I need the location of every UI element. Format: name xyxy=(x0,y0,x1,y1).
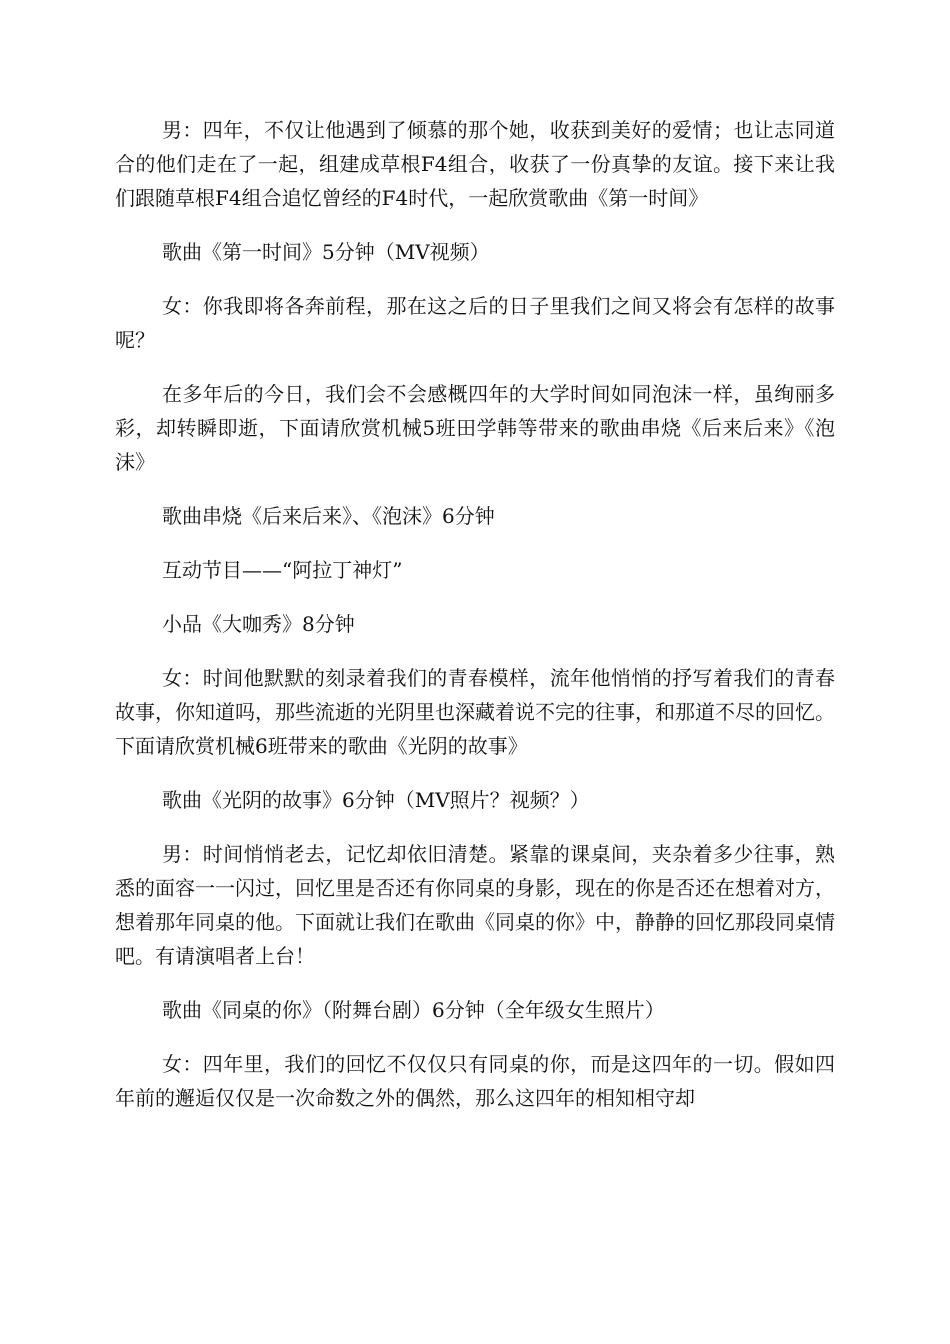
document-page xyxy=(115,113,835,1135)
paragraph-skit: 小品《大咖秀》8分钟 xyxy=(162,612,355,636)
paragraph-song-first-time: 歌曲《第一时间》5分钟（MV视频） xyxy=(162,240,490,264)
paragraph-song-medley: 歌曲串烧《后来后来》、《泡沫》6分钟 xyxy=(162,504,495,528)
paragraph-host-female-four-years: 女：四年里，我们的回忆不仅仅只有同桌的你，而是这四年的一切。假如四年前的邂逅仅仅是一次命数之外的偶然，那么这四年的相知相守却 xyxy=(115,1052,835,1110)
paragraph-host-male-f4-intro: 男：四年，不仅让他遇到了倾慕的那个她，收获到美好的爱情；也让志同道合的他们走在了一起，组建成草根F4组合，收获了一份真挚的友谊。接下来让我们跟随草根F4组合追忆曾经的F4时代，一起欣赏歌曲《第一时间》 xyxy=(115,118,835,210)
paragraph-song-deskmate: 歌曲《同桌的你》（附舞台剧）6分钟（全年级女生照片） xyxy=(162,998,665,1022)
paragraph-host-female-time-story: 女：时间他默默的刻录着我们的青春模样，流年他悄悄的抒写着我们的青春故事，你知道吗，那些流逝的光阴里也深藏着说不完的往事，和那道不尽的回忆。下面请欣赏机械6班带来的歌曲《光阴的故事》 xyxy=(115,666,835,758)
paragraph-host-male-deskmate: 男：时间悄悄老去，记忆却依旧清楚。紧靠的课桌间，夹杂着多少往事，熟悉的面容一一闪过，回忆里是否还有你同桌的身影，现在的你是否还在想着对方，想着那年同桌的他。下面就让我们在歌曲《同桌的你》中，静静的回忆那段同桌情吧。有请演唱者上台！ xyxy=(115,842,835,968)
paragraph-host-female-future: 女：你我即将各奔前程，那在这之后的日子里我们之间又将会有怎样的故事呢？ xyxy=(115,294,835,352)
paragraph-medley-intro: 在多年后的今日，我们会不会感概四年的大学时间如同泡沫一样，虽绚丽多彩，却转瞬即逝，下面请欣赏机械5班田学韩等带来的歌曲串烧《后来后来》《泡沫》 xyxy=(115,382,835,474)
paragraph-interactive-program: 互动节目——“阿拉丁神灯” xyxy=(162,558,403,582)
paragraph-song-story-of-time: 歌曲《光阴的故事》6分钟（MV照片？视频？） xyxy=(162,788,590,812)
